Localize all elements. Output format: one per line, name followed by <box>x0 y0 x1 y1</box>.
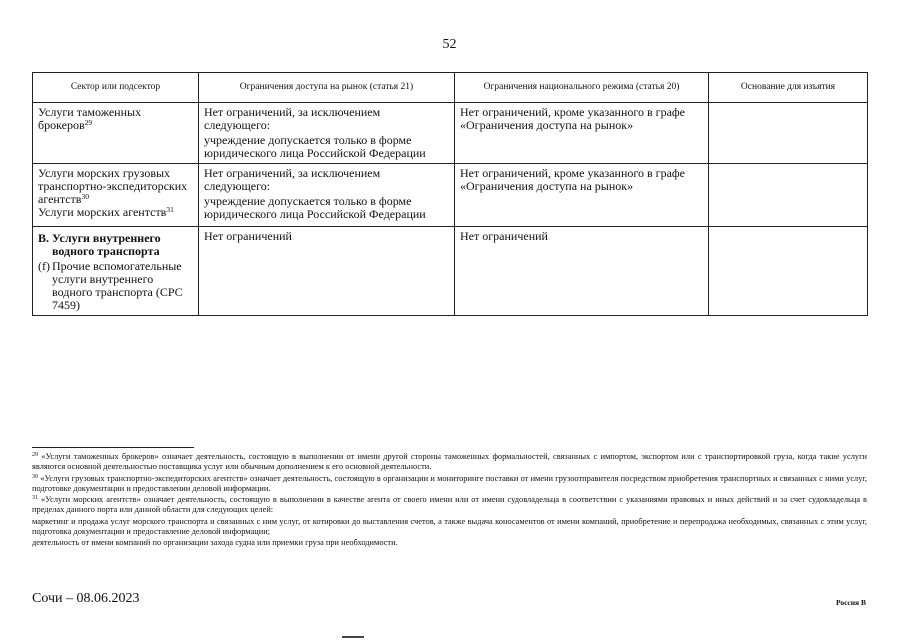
footnote-ref[interactable]: 31 <box>166 204 174 214</box>
subsector-label: (f) <box>38 258 50 273</box>
national-treatment-cell <box>455 226 709 315</box>
national-treatment-text: Нет ограничений, кроме указанного в графе «Ограничения доступа на рынок» <box>460 165 685 193</box>
commitments-table <box>32 72 868 316</box>
market-access-text: Нет ограничений, за исключением следующего: <box>204 165 381 193</box>
page-number: 52 <box>442 37 457 52</box>
footnote-ref[interactable]: 29 <box>84 117 93 127</box>
market-access-text: Нет ограничений <box>204 228 292 243</box>
footnote-continuation: маркетинг и продажа услуг морского транспорта и связанных с ним услуг, от котировки до выставления счетов, а также выдача коносаментов от имени компаний, приобретение и перепродажа необходимых, связанных с этим услуг, подготовка документации и предоставление деловой информации; <box>32 516 867 536</box>
footnote-number: 29 <box>32 452 38 458</box>
footnote-number: 30 <box>32 473 38 480</box>
market-access-condition: учреждение допускается только в форме юридического лица Российской Федерации <box>204 132 426 160</box>
footer-tag: Россия B <box>835 598 866 607</box>
sector-name: Услуги морских агентств <box>38 204 167 219</box>
national-treatment-text: Нет ограничений <box>460 228 548 243</box>
footnote <box>32 495 867 516</box>
table-row <box>33 163 868 226</box>
table-row <box>33 226 868 315</box>
basis-cell <box>709 103 868 164</box>
header-sector: Сектор или подсектор <box>33 73 199 103</box>
section-title: Услуги внутреннего водного транспорта <box>52 230 161 258</box>
table-row <box>33 103 868 164</box>
market-access-cell <box>199 226 455 315</box>
sector-cell <box>33 226 199 315</box>
section-label: B. <box>38 230 50 245</box>
sector-cell <box>33 103 199 164</box>
footnote <box>32 452 867 473</box>
sector-cell <box>33 163 199 226</box>
footnote <box>32 474 867 495</box>
market-access-cell <box>199 103 455 164</box>
footnote-text: «Услуги таможенных брокеров» означает деятельность, состоящую в выполнении от имени другой стороны таможенных формальностей, связанных с импортом, экспортом или с транспортировкой груза, когда такие услуги являются основной деятельностью поставщика услуг или обычным дополнением к его основной деятельности. <box>32 452 867 472</box>
footnotes <box>32 452 867 549</box>
basis-cell <box>709 163 868 226</box>
national-treatment-cell <box>455 103 709 164</box>
subsector-item <box>38 260 193 312</box>
footnote-text: «Услуги грузовых транспортно-экспедиторских агентств» означает деятельность, состоящую в организации и мониторинге поставки от имени грузоотправителя посредством приобретения транспортных и связанных с ними услуг, подготовке документации и предоставлении деловой информации. <box>32 473 867 493</box>
footnote-divider <box>32 447 194 448</box>
market-access-cell <box>199 163 455 226</box>
market-access-condition: учреждение допускается только в форме юридического лица Российской Федерации <box>204 193 426 221</box>
footer-date: Сочи – 08.06.2023 <box>32 591 140 606</box>
header-national-treatment: Ограничения национального режима (статья 20) <box>455 73 709 103</box>
section-heading <box>38 232 193 258</box>
footnote-continuation: деятельность от имени компаний по организации захода судна или приемки груза при необходимости. <box>32 538 398 547</box>
sector-name: Услуги морских грузовых транспортно-экспедиторских агентств <box>38 165 188 206</box>
page-edge-mark <box>342 636 364 639</box>
basis-cell <box>709 226 868 315</box>
footnote-text: «Услуги морских агентств» означает деятельность, состоящую в выполнении в качестве агента от своего имени или от имени судовладельца в соответствии с указаниями правовых и иных действий и за счет судовладельца в пределах данного порта или данной области для следующих целей: <box>32 495 868 515</box>
footnote-ref[interactable]: 30 <box>81 191 89 201</box>
header-market-access: Ограничения доступа на рынок (статья 21) <box>199 73 455 103</box>
subsector-title: Прочие вспомогательные услуги внутреннего водного транспорта (СРС 7459) <box>52 258 183 312</box>
national-treatment-cell <box>455 163 709 226</box>
header-basis: Основание для изъятия <box>709 73 868 103</box>
table-header-row <box>33 73 868 103</box>
market-access-text: Нет ограничений, за исключением следующего: <box>204 105 381 132</box>
footnote-number: 31 <box>32 495 38 501</box>
national-treatment-text: Нет ограничений, кроме указанного в графе «Ограничения доступа на рынок» <box>460 105 685 132</box>
sector-name: Услуги таможенных брокеров <box>38 105 142 132</box>
